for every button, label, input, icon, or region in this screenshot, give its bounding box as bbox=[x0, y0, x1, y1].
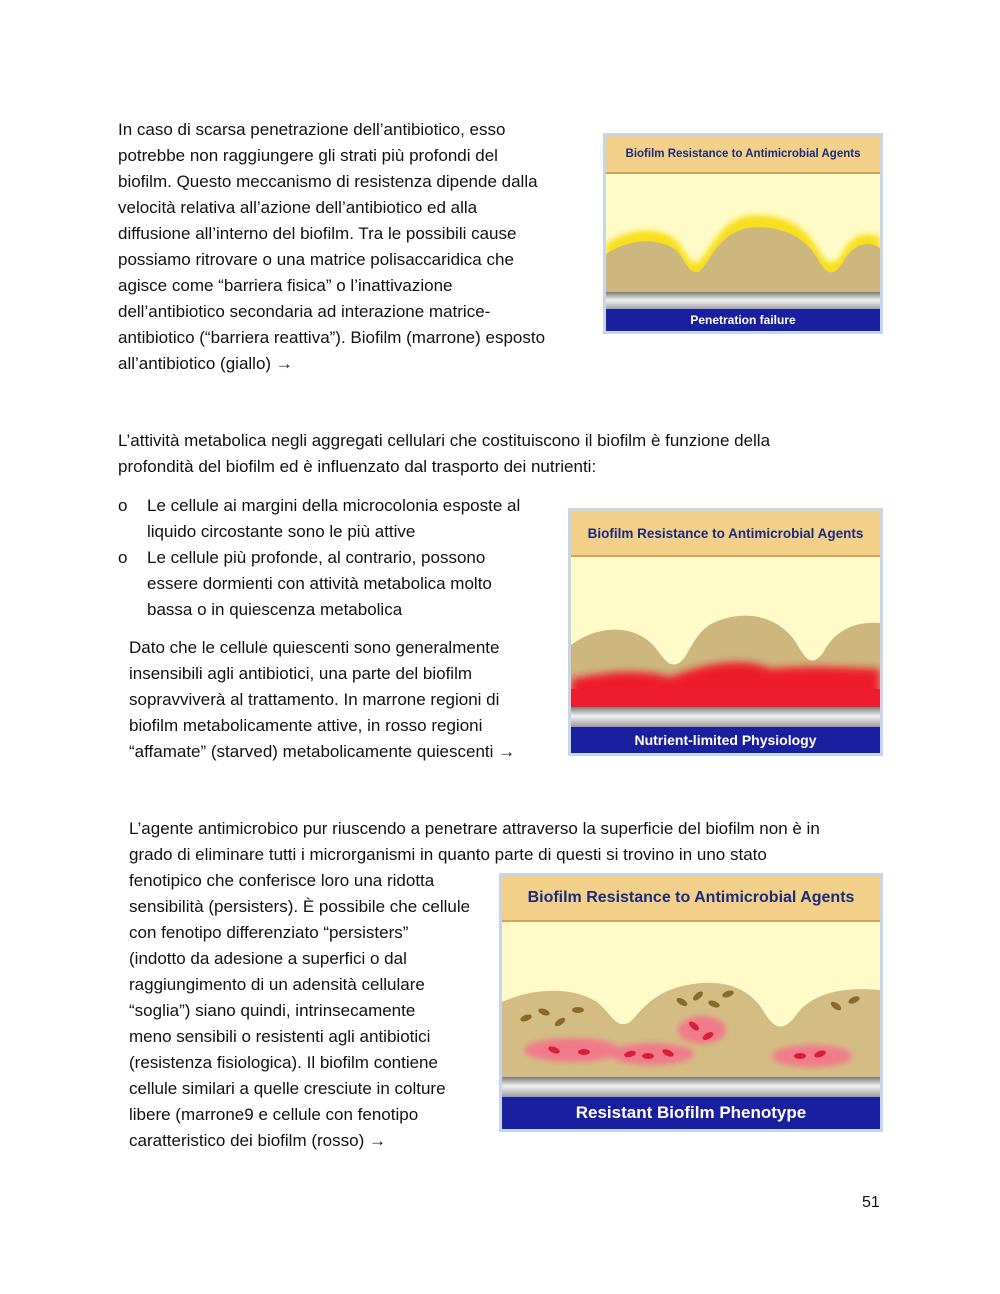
text-line: diffusione all’interno del biofilm. Tra le possibili cause bbox=[118, 224, 517, 243]
text-line: essere dormienti con attività metabolica molto bbox=[147, 574, 492, 593]
figure-penetration-failure bbox=[603, 133, 883, 334]
text-line: con fenotipo differenziato “persisters” bbox=[129, 923, 409, 942]
text-line: bassa o in quiescenza metabolica bbox=[147, 600, 403, 619]
figure-caption: Resistant Biofilm Phenotype bbox=[502, 1097, 880, 1129]
figure-caption: Penetration failure bbox=[606, 309, 880, 331]
text-line: antibiotico (“barriera reattiva”). Biofilm (marrone) esposto bbox=[118, 328, 546, 347]
text-line: grado di eliminare tutti i microrganismi in quanto parte di questi si trovino in uno stato bbox=[129, 845, 767, 864]
text-line: fenotipico che conferisce loro una ridotta bbox=[129, 871, 435, 890]
text-line: (resistenza fisiologica). Il biofilm contiene bbox=[129, 1053, 438, 1072]
text-line: L’attività metabolica negli aggregati cellulari che costituiscono il biofilm è funzione della bbox=[118, 431, 771, 450]
text-line: all’antibiotico (giallo) → bbox=[118, 354, 293, 373]
text-line: L’agente antimicrobico pur riuscendo a penetrare attraverso la superficie del biofilm non è in bbox=[129, 819, 820, 838]
text-line: Dato che le cellule quiescenti sono generalmente bbox=[129, 638, 500, 657]
paragraph-persisters bbox=[129, 868, 470, 1154]
bullet-marker: o bbox=[118, 496, 128, 515]
substratum-bar bbox=[606, 292, 880, 310]
text-line: raggiungimento di un adensità cellulare bbox=[129, 975, 425, 994]
figure-title: Biofilm Resistance to Antimicrobial Agents bbox=[502, 876, 880, 922]
text-line: cellule similari a quelle cresciute in colture bbox=[129, 1079, 446, 1098]
text-line: possiamo ritrovare o una matrice polisaccaridica che bbox=[118, 250, 514, 269]
bullet-marker: o bbox=[118, 548, 128, 567]
text-line: profondità del biofilm ed è influenzato dal trasporto dei nutrienti: bbox=[118, 457, 597, 476]
substratum-bar bbox=[502, 1077, 880, 1097]
text-line: liquido circostante sono le più attive bbox=[147, 522, 416, 541]
figure-resistant-phenotype bbox=[499, 873, 883, 1132]
text-line: biofilm. Questo meccanismo di resistenza dipende dalla bbox=[118, 172, 538, 191]
biofilm-illustration bbox=[502, 922, 880, 1077]
figure-title: Biofilm Resistance to Antimicrobial Agents bbox=[606, 136, 880, 174]
text-line: agisce come “barriera fisica” o l’inattivazione bbox=[118, 276, 453, 295]
figure-caption: Nutrient-limited Physiology bbox=[571, 727, 880, 753]
text-line: “soglia”) siano quindi, intrinsecamente bbox=[129, 1001, 416, 1020]
text-line: libere (marrone9 e cellule con fenotipo bbox=[129, 1105, 419, 1124]
text-line: dell’antibiotico secondaria ad interazione matrice- bbox=[118, 302, 491, 321]
text-line: meno sensibili o resistenti agli antibiotici bbox=[129, 1027, 431, 1046]
text-line: In caso di scarsa penetrazione dell’antibiotico, esso bbox=[118, 120, 506, 139]
text-line: insensibili agli antibiotici, una parte del biofilm bbox=[129, 664, 473, 683]
text-line: potrebbe non raggiungere gli strati più profondi del bbox=[118, 146, 498, 165]
text-line: Le cellule più profonde, al contrario, possono bbox=[147, 548, 486, 567]
figure-nutrient-limited bbox=[568, 508, 883, 756]
paragraph-quiescent-cells bbox=[129, 635, 515, 765]
text-line: biofilm metabolicamente attive, in rosso regioni bbox=[129, 716, 483, 735]
paragraph-penetration-failure bbox=[118, 117, 545, 377]
biofilm-illustration bbox=[606, 174, 880, 292]
text-line: sopravviverà al trattamento. In marrone regioni di bbox=[129, 690, 500, 709]
substratum-bar bbox=[571, 707, 880, 727]
text-line: caratteristico dei biofilm (rosso) → bbox=[129, 1131, 386, 1150]
text-line: (indotto da adesione a superfici o dal bbox=[129, 949, 407, 968]
paragraph-persisters-intro bbox=[129, 816, 820, 868]
list-item bbox=[118, 545, 520, 623]
text-line: velocità relativa all’azione dell’antibiotico ed alla bbox=[118, 198, 478, 217]
paragraph-metabolic-activity bbox=[118, 428, 770, 480]
figure-title: Biofilm Resistance to Antimicrobial Agents bbox=[571, 511, 880, 557]
text-line: Le cellule ai margini della microcolonia esposte al bbox=[147, 496, 521, 515]
bullet-list bbox=[118, 493, 520, 623]
page-number: 51 bbox=[862, 1194, 880, 1211]
text-line: “affamate” (starved) metabolicamente quiescenti → bbox=[129, 742, 516, 761]
list-item bbox=[118, 493, 520, 545]
biofilm-illustration bbox=[571, 557, 880, 707]
text-line: sensibilità (persisters). È possibile che cellule bbox=[129, 897, 471, 916]
